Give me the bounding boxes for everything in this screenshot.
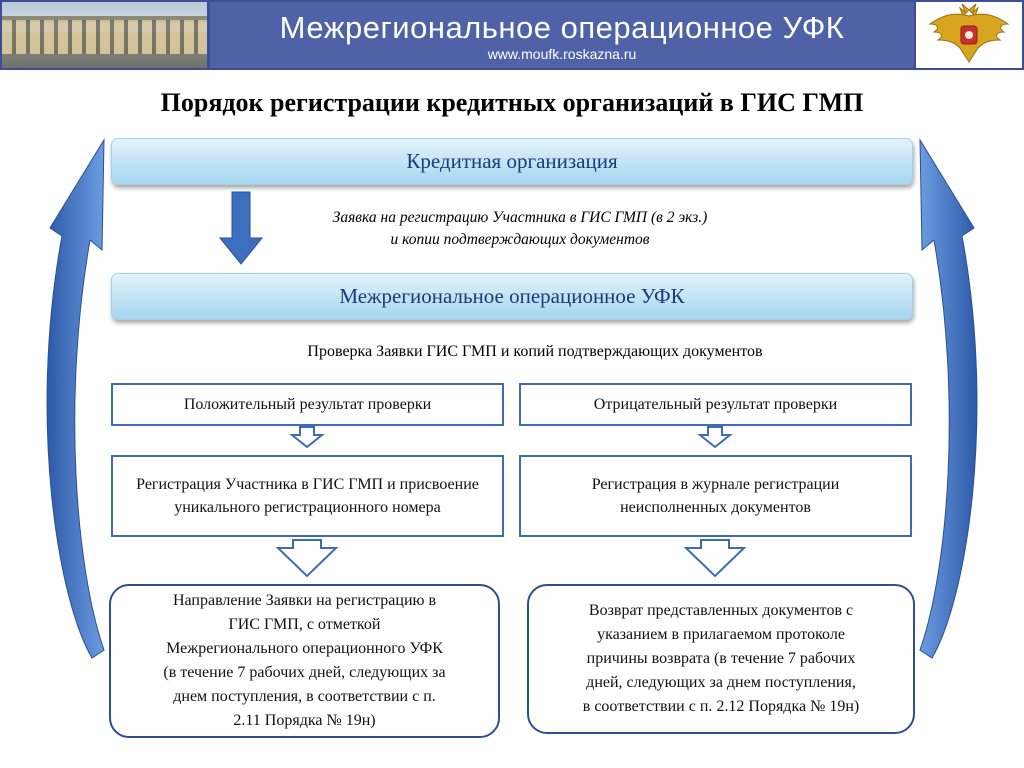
right-return-arrow-icon: [920, 140, 977, 658]
credit-organization-box: Кредитная организация: [111, 138, 913, 185]
chevron-right-1-icon: [700, 427, 730, 447]
chevron-right-2-icon: [686, 540, 744, 576]
send-application-line: (в течение 7 рабочих дней, следующих за: [163, 664, 446, 681]
journal-registration-line: неисполненных документов: [620, 499, 811, 516]
check-text: Проверка Заявки ГИС ГМП и копий подтверждающих документов: [307, 343, 763, 360]
return-documents-line: дней, следующих за днем поступления,: [586, 674, 856, 691]
return-documents-line: в соответствии с п. 2.12 Порядка № 19н): [582, 698, 860, 715]
banner-title: Межрегиональное операционное УФК: [279, 10, 845, 45]
chevron-left-1-icon: [292, 427, 322, 447]
journal-registration-box: [519, 455, 912, 537]
return-documents-box: [527, 584, 915, 734]
send-application-line: днем поступления, в соответствии с п.: [173, 688, 436, 705]
send-application-box: [109, 584, 500, 738]
moufk-box: Межрегиональное операционное УФК: [111, 273, 913, 320]
send-application-line: Межрегионального операционного УФК: [166, 640, 443, 657]
send-application-line: 2.11 Порядка № 19н): [233, 712, 376, 729]
page-title: Порядок регистрации кредитных организаций в ГИС ГМП: [160, 88, 864, 117]
send-application-line: Направление Заявки на регистрацию в: [172, 592, 437, 609]
return-documents-line: причины возврата (в течение 7 рабочих: [586, 650, 856, 667]
banner-url: www.moufk.roskazna.ru: [487, 46, 637, 62]
application-note-line: и копии подтверждающих документов: [390, 231, 650, 248]
return-documents-line: Возврат представленных документов с: [588, 602, 854, 619]
participant-registration-box: Регистрация Участника в ГИС ГМП и присвоение уникального регистрационного номера: [111, 455, 504, 537]
left-return-arrow-icon: [47, 140, 104, 658]
send-application-line: ГИС ГМП, с отметкой: [228, 616, 381, 633]
positive-result-box: Положительный результат проверки: [111, 383, 504, 426]
chevron-left-2-icon: [278, 540, 336, 576]
journal-registration-line: Регистрация в журнале регистрации: [591, 476, 840, 493]
return-documents-line: указанием в прилагаемом протоколе: [597, 626, 845, 643]
application-note: [240, 207, 800, 251]
application-note-line: Заявка на регистрацию Участника в ГИС ГМП (в 2 экз.): [332, 209, 708, 226]
negative-result-box: Отрицательный результат проверки: [519, 383, 912, 426]
